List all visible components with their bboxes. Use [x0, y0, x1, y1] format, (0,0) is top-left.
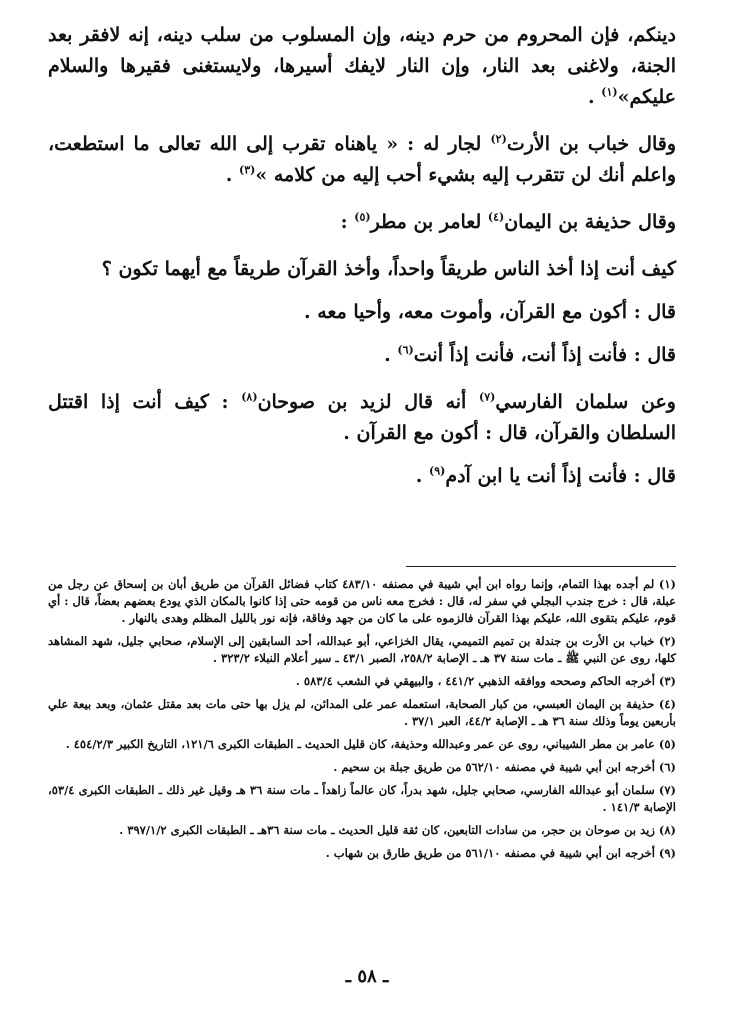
footnote-6: (٦) أخرجه ابن أبي شيبة في مصنفه ٥٦٢/١٠ من طريق جبلة بن سحيم . — [333, 760, 676, 774]
footnote-ref: (٩) — [428, 464, 446, 478]
footnote-5: (٥) عامر بن مطر الشيباني، روى عن عمر وعبدالله وحذيفة، كان قليل الحديث ـ الطبقات الكبرى ١٢١/٦، التاريخ الكبير ٤٥٤/٢/٣ . — [65, 737, 676, 751]
footnote-ref: (٢) — [490, 132, 507, 146]
footnote-9: (٩) أخرجه ابن أبي شيبة في مصنفه ٥٦١/١٠ من طريق طارق بن شهاب . — [325, 846, 676, 860]
paragraph-7 — [48, 387, 676, 449]
paragraph-4: كيف أنت إذا أخذ الناس طريقاً واحداً، وأخذ القرآن طريقاً مع أيهما تكون ؟ — [101, 258, 676, 280]
page-number: ـ ٥٨ ـ — [345, 966, 389, 987]
footnote-1: (١) لم أجده بهذا التمام، وإنما رواه ابن أبي شيبة في مصنفه ٤٨٣/١٠ كتاب فضائل القرآن من طريق أبان بن إسحاق عن رجل من عبلة، قال : خرج جندب البجلي في سفر له، قال : فخرج معه ناس من قومه حتى إذا كانوا بالمكان الذي يودع بعضهم بعضاً، قال : أي قوم، عليكم بتقوى الله، عليكم بهذا القرآن فالزموه على ما كان من جهد وفاقة، فإنه نور بالليل المظلم وهدى بالنهار . — [48, 577, 676, 625]
footnote-ref: (٦) — [397, 343, 414, 357]
footnote-4: (٤) حذيفة بن اليمان العبسي، من كبار الصحابة، استعمله عمر على المدائن، لم يزل بها حتى مات بعد مقتل عثمان، وبعد بيعة علي بأربعين يوماً وذلك سنة ٣٦ هـ ـ الإصابة ٤٤/٢، العبر ٣٧/١ . — [48, 697, 676, 728]
paragraph-text: قال : فأنت إذاً أنت، فأنت إذاً أنت — [413, 344, 676, 366]
paragraph-text: وقال حذيفة بن اليمان — [504, 211, 676, 233]
main-text — [48, 20, 676, 492]
paragraph-3 — [48, 207, 676, 238]
footnote-ref: (٤) — [487, 210, 505, 224]
paragraph-text: : كيف أنت إذا اقتتل السلطان والقرآن، قال : أكون مع القرآن . — [48, 391, 676, 444]
footnote-ref: (١) — [601, 85, 618, 99]
paragraph-text: وقال خباب بن الأرت — [506, 133, 677, 155]
footnote-2: (٢) خباب بن الأرت بن جندلة بن تميم التميمي، يقال الخزاعي، أبو عبدالله، أحد السابقين إلى الإسلام، صحابي جليل، شهد المشاهد كلها، روى عن النبي ﷺ ـ مات سنة ٣٧ هـ ـ الإصابة ٢٥٨/٢، الصبر ٤٣/١ ـ سير أعلام النبلاء ٣٢٣/٢ . — [48, 634, 676, 665]
punctuation: . — [384, 344, 398, 366]
footnote-ref: (٨) — [241, 390, 258, 404]
punctuation: . — [588, 86, 602, 108]
paragraph-text: دينكم، فإن المحروم من حرم دينه، وإن المسلوب من سلب دينه، إنه لافقر بعد الجنة، ولاغنى بعد النار، وإن النار لايفك أسيرها، ولايستغنى فقيرها والسلام عليكم» — [48, 24, 676, 108]
paragraph-text: قال : فأنت إذاً أنت يا ابن آدم — [445, 465, 676, 487]
paragraph-text: لعامر بن مطر — [370, 211, 488, 233]
punctuation: . — [225, 164, 239, 186]
footnote-divider — [406, 566, 676, 567]
paragraph-6 — [48, 340, 676, 371]
paragraph-text: أنه قال لزيد بن صوحان — [257, 391, 479, 413]
footnote-8: (٨) زيد بن صوحان بن حجر، من سادات التابعين، كان ثقة قليل الحديث ـ مات سنة ٣٦هـ ـ الطبقات الكبرى ٣٩٧/١/٢ . — [119, 823, 676, 837]
footnote-7: (٧) سلمان أبو عبدالله الفارسي، صحابي جليل، شهد بدراً، كان عالماً زاهداً ـ مات سنة ٣٦ هـ وقيل غير ذلك ـ الطبقات الكبرى ٥٣/٤، الإصابة ١٤١/٣ . — [48, 783, 676, 814]
paragraph-text: وعن سلمان الفارسي — [495, 391, 676, 413]
punctuation: . — [415, 465, 429, 487]
punctuation: : — [340, 211, 355, 233]
footnote-ref: (٧) — [479, 390, 496, 404]
footnotes — [48, 576, 676, 868]
footnote-ref: (٣) — [239, 163, 256, 177]
paragraph-2 — [48, 129, 676, 191]
footnote-ref: (٥) — [354, 210, 371, 224]
paragraph-5: قال : أكون مع القرآن، وأموت معه، وأحيا معه . — [304, 301, 676, 323]
paragraph-1 — [48, 20, 676, 113]
paragraph-8 — [48, 461, 676, 492]
footnote-3: (٣) أخرجه الحاكم وصححه ووافقه الذهبي ٤٤١/٢ ، والبيهقي في الشعب ٥٨٣/٤ . — [295, 674, 676, 688]
paragraph-text: لجار له : « ياهناه تقرب إلى الله تعالى ما استطعت، واعلم أنك لن تتقرب إليه بشيء أحب إليه من كلامه » — [48, 133, 676, 186]
